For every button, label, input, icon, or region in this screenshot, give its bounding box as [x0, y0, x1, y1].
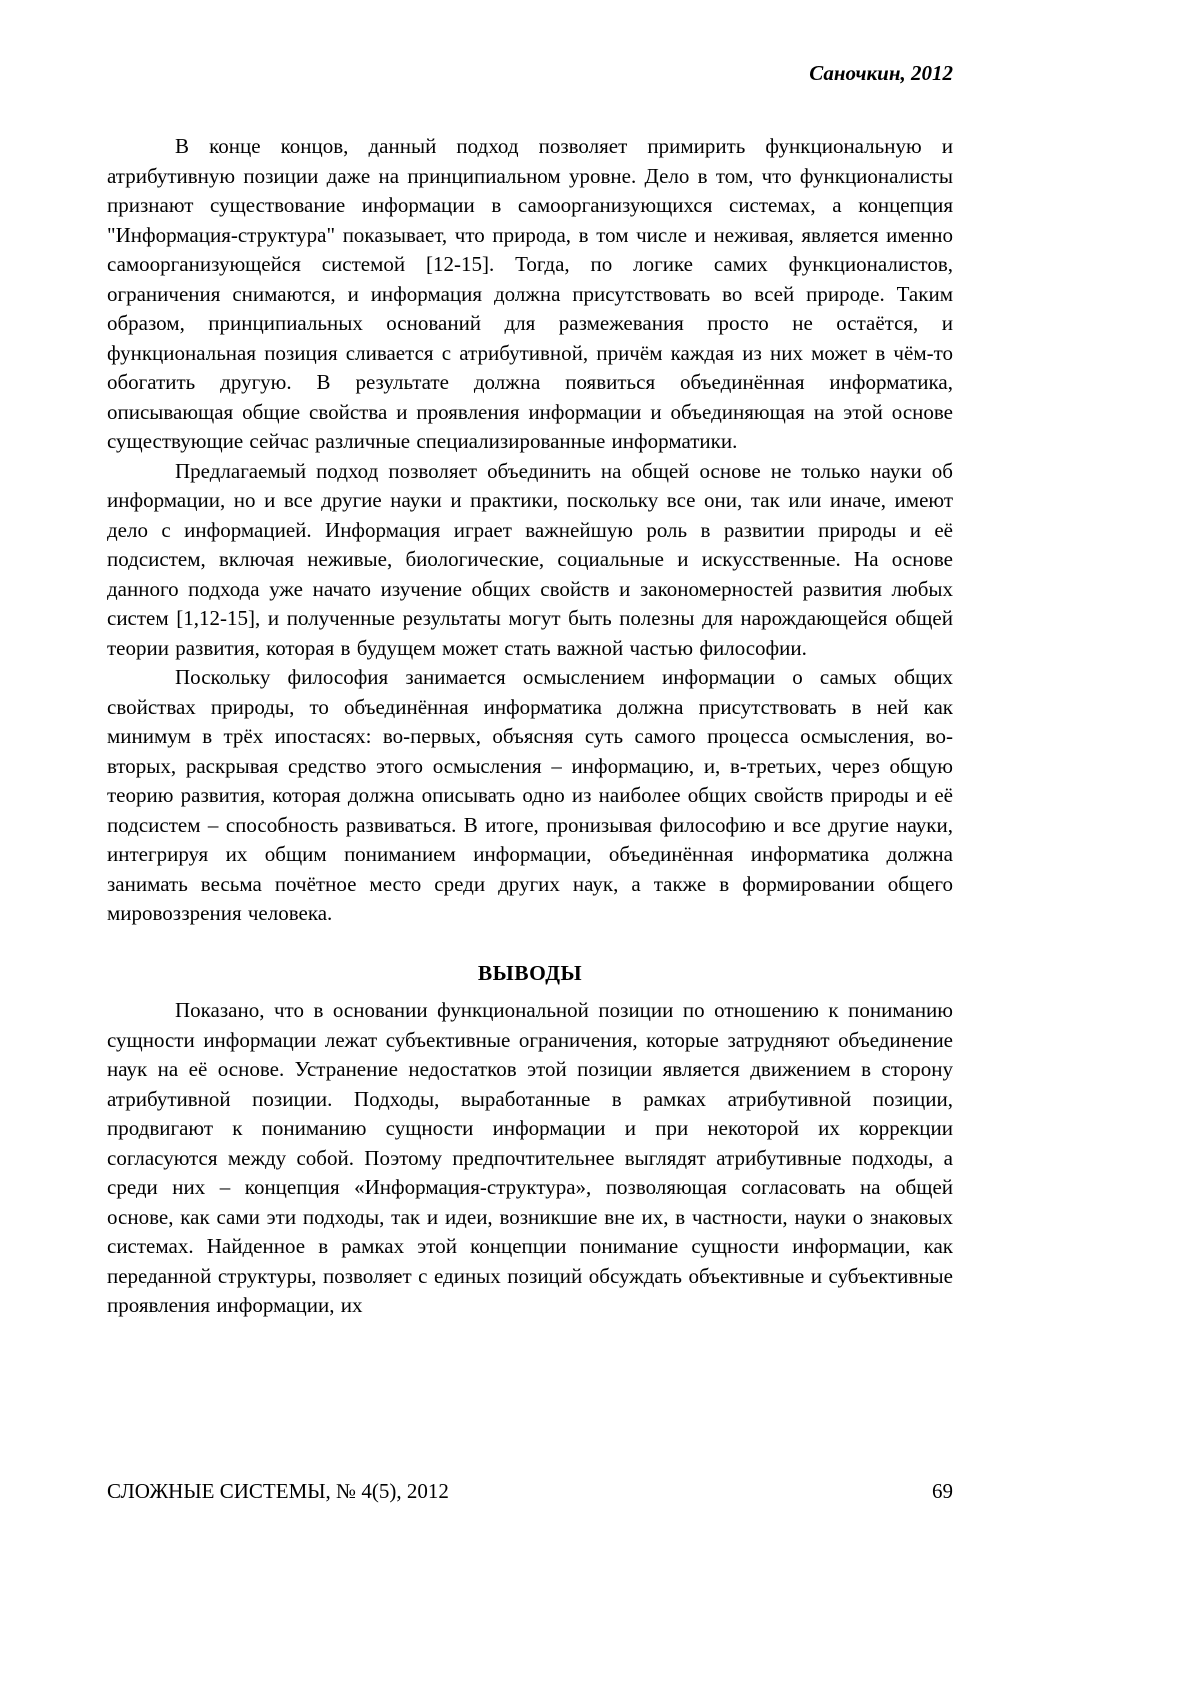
- paragraph: Предлагаемый подход позволяет объединить на общей основе не только науки об информации, но и все другие науки и практики, поскольку все они, так или иначе, имеют дело с информацией. Информация играет важнейшую роль в развитии природы и её подсистем, включая неживые, биологические, социальные и искусственные. На основе данного подхода уже начато изучение общих свойств и закономерностей развития любых систем [1,12-15], и полученные результаты могут быть полезны для нарождающейся общей теории развития, которая в будущем может стать важной частью философии.: [107, 458, 953, 660]
- paragraph: В конце концов, данный подход позволяет примирить функциональную и атрибутивную позиции даже на принципиальном уровне. Дело в том, что функционалисты признают существование информации в самоорганизующихся системах, а концепция "Информация-структура" показывает, что природа, в том числе и неживая, является именно самоорганизующейся системой [12-15]. Тогда, по логике самих функционалистов, ограничения снимаются, и информация должна присутствовать во всей природе. Таким образом, принципиальных оснований для размежевания просто не остаётся, и функциональная позиция сливается с атрибутивной, причём каждая из них может в чём-то обогатить другую. В результате должна появиться объединённая информатика, описывающая общие свойства и проявления информации и объединяющая на этой основе существующие сейчас различные специализированные информатики.: [107, 134, 953, 453]
- section-heading-conclusions: ВЫВОДЫ: [477, 960, 583, 985]
- page-footer: [107, 1478, 953, 1504]
- running-head: Саночкин, 2012: [809, 61, 953, 85]
- footer-journal-title: СЛОЖНЫЕ СИСТЕМЫ, № 4(5), 2012: [107, 1479, 449, 1503]
- paragraph: Показано, что в основании функциональной позиции по отношению к пониманию сущности информации лежат субъективные ограничения, которые затрудняют объединение наук на её основе. Устранение недостатков этой позиции является движением в сторону атрибутивной позиции. Подходы, выработанные в рамках атрибутивной позиции, продвигают к пониманию сущности информации и при некоторой их коррекции согласуются между собой. Поэтому предпочтительнее выглядят атрибутивные подходы, а среди них – концепция «Информация-структура», позволяющая согласовать на общей основе, как сами эти подходы, так и идеи, возникшие вне их, в частности, науки о знаковых системах. Найденное в рамках этой концепции понимание сущности информации, как переданной структуры, позволяет с единых позиций обсуждать объективные и субъективные проявления информации, их: [107, 998, 953, 1317]
- page-content: [107, 60, 953, 1321]
- paragraph: Поскольку философия занимается осмыслением информации о самых общих свойствах природы, то объединённая информатика должна присутствовать в ней как минимум в трёх ипостасях: во-первых, объясняя суть самого процесса осмысления, во-вторых, раскрывая средство этого осмысления – информацию, и, в-третьих, через общую теорию развития, которая должна описывать одно из наиболее общих свойств природы и её подсистем – способность развиваться. В итоге, пронизывая философию и все другие науки, интегрируя их общим пониманием информации, объединённая информатика должна занимать весьма почётное место среди других наук, а также в формировании общего мировоззрения человека.: [107, 665, 953, 925]
- footer-page-number: 69: [932, 1479, 953, 1503]
